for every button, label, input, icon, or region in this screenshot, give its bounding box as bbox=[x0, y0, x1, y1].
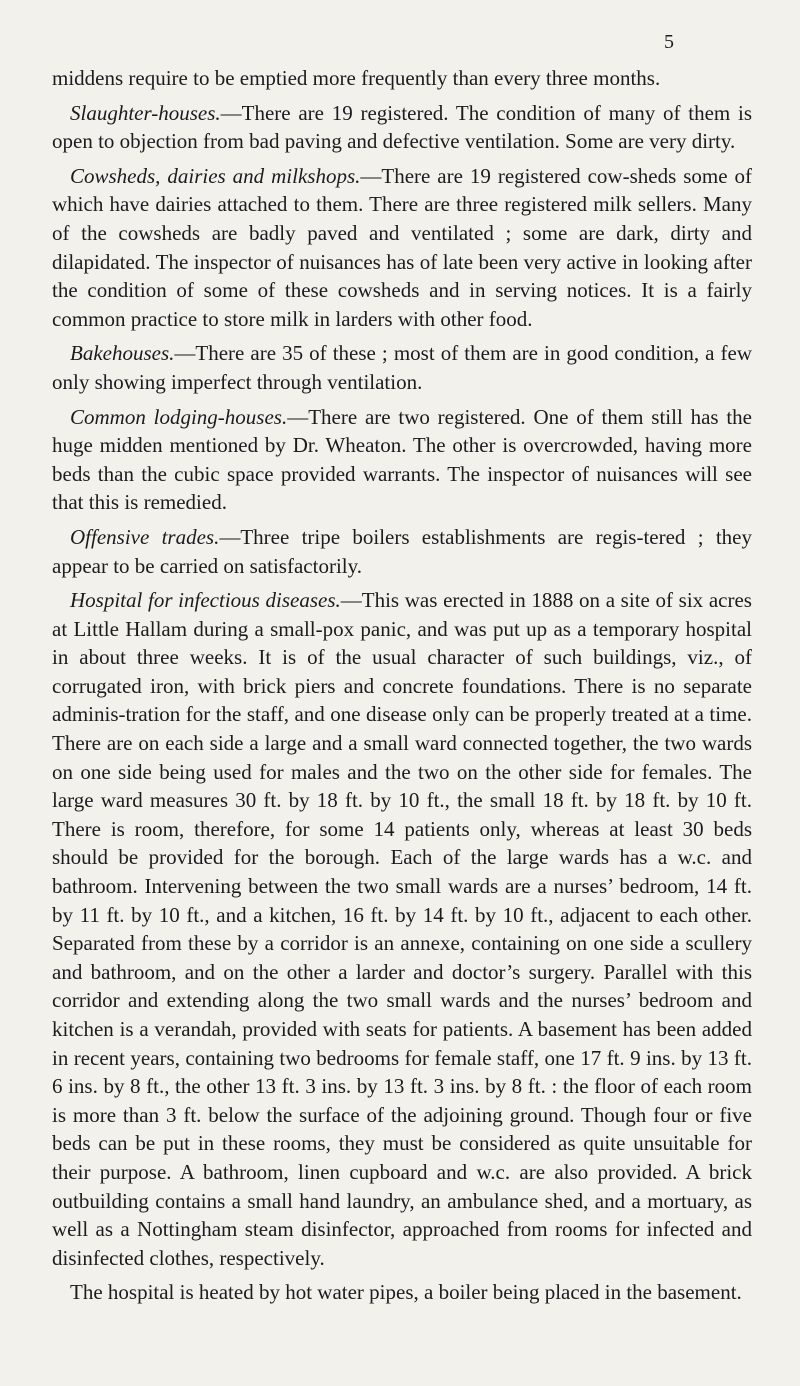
paragraph-lodging-houses bbox=[52, 403, 752, 517]
paragraph-heading: Slaughter-houses. bbox=[70, 100, 221, 125]
paragraph-text: middens require to be emptied more frequently than every three months. bbox=[52, 66, 661, 90]
paragraph-text: The hospital is heated by hot water pipes, a boiler being placed in the basement. bbox=[70, 1280, 742, 1305]
paragraph-text: —This was erected in 1888 on a site of six acres at Little Hallam during a small-pox panic, and was put up as a temporary hospital in about three weeks. It is of the usual character of such buildings, viz., of corrugated iron, with brick piers and concrete foundations. There is no separate adminis-tration for the staff, and one disease only can be properly treated at a time. There are on each side a large and a small ward connected together, the two wards on one side being used for males and the two on the other side for females. The large ward measures 30 ft. by 18 ft. by 10 ft., the small 18 ft. by 18 ft. by 10 ft. There is room, therefore, for some 14 patients only, whereas at least 30 beds should be provided for the borough. Each of the large wards has a w.c. and bathroom. Intervening between the two small wards are a nurses’ bedroom, 14 ft. by 11 ft. by 10 ft., and a kitchen, 16 ft. by 14 ft. by 10 ft., adjacent to each other. Separated from these by a corridor is an annexe, containing on one side a scullery and bathroom, and on the other a larder and doctor’s surgery. Parallel with this corridor and extending along the two small wards and the nurses’ bedroom and kitchen is a verandah, provided with seats for patients. A basement has been added in recent years, containing two bedrooms for female staff, one 17 ft. 9 ins. by 13 ft. 6 ins. by 8 ft., the other 13 ft. 3 ins. by 13 ft. 3 ins. by 8 ft. : the floor of each room is more than 3 ft. below the surface of the adjoining ground. Though four or five beds can be put in these rooms, they must be considered as quite unsuitable for their purpose. A bathroom, linen cupboard and w.c. are also provided. A brick outbuilding contains a small hand laundry, an ambulance shed, and a mortuary, as well as a Nottingham steam disinfector, approached from rooms for infected and disinfected clothes, respectively. bbox=[52, 588, 752, 1270]
paragraph-heating bbox=[52, 1278, 752, 1307]
paragraph-bakehouses bbox=[52, 339, 752, 396]
paragraph-cowsheds bbox=[52, 162, 752, 334]
document-page bbox=[52, 30, 752, 1360]
paragraph-heading: Hospital for infectious diseases. bbox=[70, 588, 341, 613]
paragraph-offensive-trades bbox=[52, 523, 752, 580]
page-number: 5 bbox=[664, 31, 674, 53]
paragraph-continuation bbox=[52, 64, 752, 93]
paragraph-text: —There are two registered. One of them still has the huge midden mentioned by Dr. Wheaton. The other is overcrowded, having more beds than the cubic space provided warrants. The inspector of nuisances will see that this is remedied. bbox=[52, 404, 752, 515]
paragraph-text: —There are 19 registered cow-sheds some of which have dairies attached to them. There are three registered milk sellers. Many of the cowsheds are badly paved and ventilated ; some are dark, dirty and dilapidated. The inspector of nuisances has of late been very active in looking after the condition of some of these cowsheds and in serving notices. It is a fairly common practice to store milk in larders with other food. bbox=[52, 163, 752, 331]
paragraph-text: —There are 35 of these ; most of them are in good condition, a few only showing imperfect through ventilation. bbox=[52, 341, 752, 394]
paragraph-text: —There are 19 registered. The condition of many of them is open to objection from bad paving and defective ventilation. Some are very dirty. bbox=[52, 100, 752, 154]
paragraph-hospital bbox=[52, 586, 752, 1272]
paragraph-heading: Cowsheds, dairies and milkshops. bbox=[70, 163, 361, 188]
paragraph-heading: Common lodging-houses. bbox=[70, 404, 288, 429]
paragraph-heading: Bakehouses. bbox=[70, 341, 175, 366]
paragraph-heading: Offensive trades. bbox=[70, 524, 220, 549]
paragraph-slaughter-houses bbox=[52, 99, 752, 156]
paragraph-text: —Three tripe boilers establishments are regis-tered ; they appear to be carried on satisfactorily. bbox=[52, 524, 752, 578]
